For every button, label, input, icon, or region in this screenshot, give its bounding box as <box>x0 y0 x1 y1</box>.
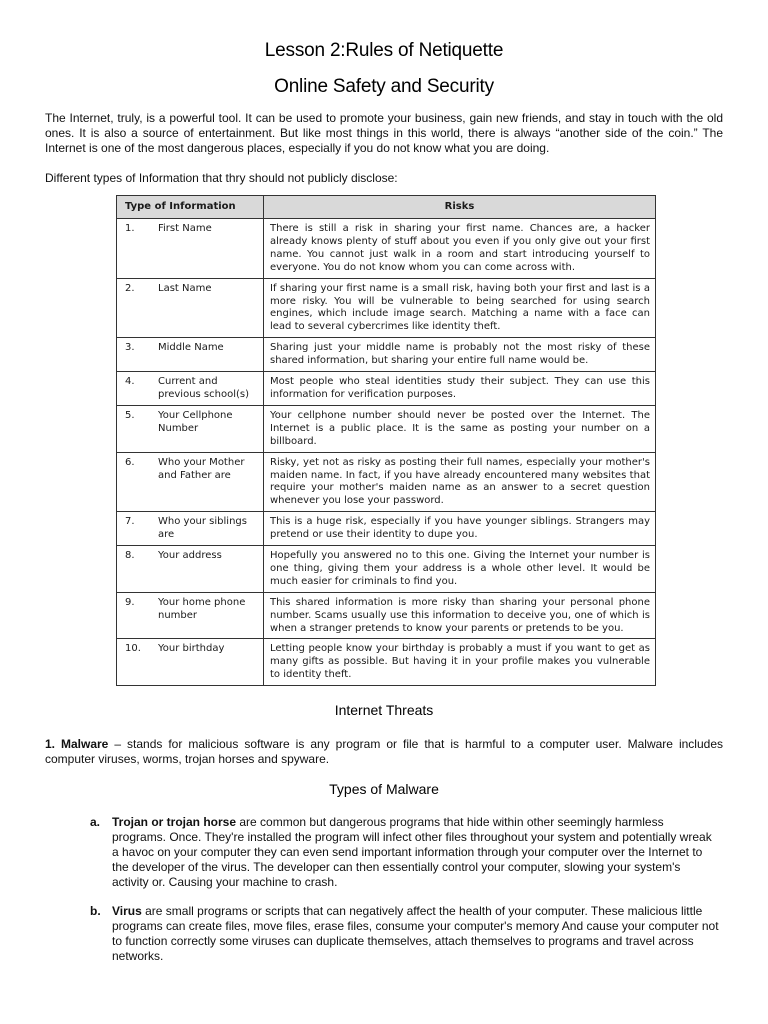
row-number: 3. <box>117 338 153 372</box>
row-number: 10. <box>117 639 153 686</box>
page-title: Lesson 2:Rules of Netiquette <box>264 40 504 61</box>
table-row <box>117 219 656 279</box>
page-subtitle: Online Safety and Security <box>274 76 494 97</box>
list-item-virus <box>90 904 720 964</box>
list-marker: b. <box>90 904 101 918</box>
table-row <box>117 639 656 686</box>
table-row <box>117 512 656 546</box>
trojan-term: Trojan or trojan horse <box>112 815 237 829</box>
table-row <box>117 592 656 639</box>
row-information-type: Your address <box>152 546 264 593</box>
row-risk: Most people who steal identities study their subject. They can use this information for verification purposes. <box>264 372 656 406</box>
list-marker: a. <box>90 815 101 829</box>
table-row <box>117 452 656 512</box>
table-row <box>117 372 656 406</box>
table-row <box>117 338 656 372</box>
malware-term: 1. Malware <box>45 737 109 751</box>
row-information-type: Your home phone number <box>152 592 264 639</box>
virus-term: Virus <box>112 904 142 918</box>
internet-threats-heading: Internet Threats <box>334 702 434 718</box>
row-information-type: First Name <box>152 219 264 279</box>
information-risk-table <box>116 195 656 686</box>
row-risk: This shared information is more risky than sharing your personal phone number. Scams usually use this information to deceive you, one of which is when a stranger pretends to know your parents or pretends to be you. <box>264 592 656 639</box>
table-header-row <box>117 196 656 219</box>
row-risk: There is still a risk in sharing your first name. Chances are, a hacker already knows plenty of stuff about you even if you only give out your first name. You cannot just walk in a room and start introducing yourself to everyone. You do not know whom you can come across with. <box>264 219 656 279</box>
types-of-malware-heading: Types of Malware <box>329 781 439 797</box>
row-information-type: Last Name <box>152 278 264 338</box>
row-number: 6. <box>117 452 153 512</box>
intro-paragraph: The Internet, truly, is a powerful tool. It can be used to promote your business, gain new friends, and stay in touch with the old ones. It is also a source of entertainment. But like most things in this world, there is always “another side of the coin.” The Internet is one of the most dangerous places, especially if you do not know what you are doing. <box>45 111 723 155</box>
header-risks: Risks <box>264 196 656 219</box>
row-information-type: Your birthday <box>152 639 264 686</box>
row-information-type: Middle Name <box>152 338 264 372</box>
row-information-type: Your Cellphone Number <box>152 405 264 452</box>
table-body <box>117 219 656 686</box>
virus-definition: are small programs or scripts that can negatively affect the health of your computer. These malicious little programs can create files, move files, erase files, consume your computer's memory And cause your computer not to function correctly some viruses can duplicate themselves, attach themselves to programs and travel across networks. <box>112 904 719 963</box>
header-type-of-information: Type of Information <box>117 196 264 219</box>
row-number: 1. <box>117 219 153 279</box>
row-risk: Sharing just your middle name is probably not the most risky of these shared information, but sharing your entire full name would be. <box>264 338 656 372</box>
row-risk: Risky, yet not as risky as posting their full names, especially your mother's maiden name. In fact, if you have already encountered many websites that require your mother's maiden name as an answer to a secret question whenever you lose your password. <box>264 452 656 512</box>
row-risk: Hopefully you answered no to this one. Giving the Internet your number is one thing, giving them your address is a whole other level. It would be much easier for criminals to find you. <box>264 546 656 593</box>
row-information-type: Who your siblings are <box>152 512 264 546</box>
malware-definition: – stands for malicious software is any program or file that is harmful to a computer user. Malware includes computer viruses, worms, trojan horses and spyware. <box>45 737 723 766</box>
row-information-type: Who your Mother and Father are <box>152 452 264 512</box>
trojan-definition: are common but dangerous programs that hide within other seemingly harmless programs. Once. They're installed the program will infect other files throughout your system and potentially wreak a havoc on your computer they can even send important information through your computer over the Internet to the developer of the virus. The developer can then essentially control your computer, slowing your system's activity or. Causing your machine to crash. <box>112 815 712 889</box>
row-number: 5. <box>117 405 153 452</box>
table-intro: Different types of Information that thry should not publicly disclose: <box>45 171 398 185</box>
row-risk: Letting people know your birthday is probably a must if you want to get as many gifts as possible. But having it in your profile makes you vulnerable to identity theft. <box>264 639 656 686</box>
list-item-trojan <box>90 815 720 890</box>
row-information-type: Current and previous school(s) <box>152 372 264 406</box>
malware-paragraph <box>45 737 723 767</box>
row-risk: If sharing your first name is a small risk, having both your first and last is a more risky. You will be vulnerable to being searched for using search engines, which include image search. Matching a name with a face can lead to several cybercrimes like identity theft. <box>264 278 656 338</box>
row-number: 8. <box>117 546 153 593</box>
table-row <box>117 546 656 593</box>
row-number: 4. <box>117 372 153 406</box>
row-risk: Your cellphone number should never be posted over the Internet. The Internet is a public place. It is the same as posting your number on a billboard. <box>264 405 656 452</box>
row-number: 7. <box>117 512 153 546</box>
row-number: 2. <box>117 278 153 338</box>
table-row <box>117 278 656 338</box>
row-risk: This is a huge risk, especially if you have younger siblings. Strangers may pretend or use their identity to dupe you. <box>264 512 656 546</box>
table-row <box>117 405 656 452</box>
row-number: 9. <box>117 592 153 639</box>
